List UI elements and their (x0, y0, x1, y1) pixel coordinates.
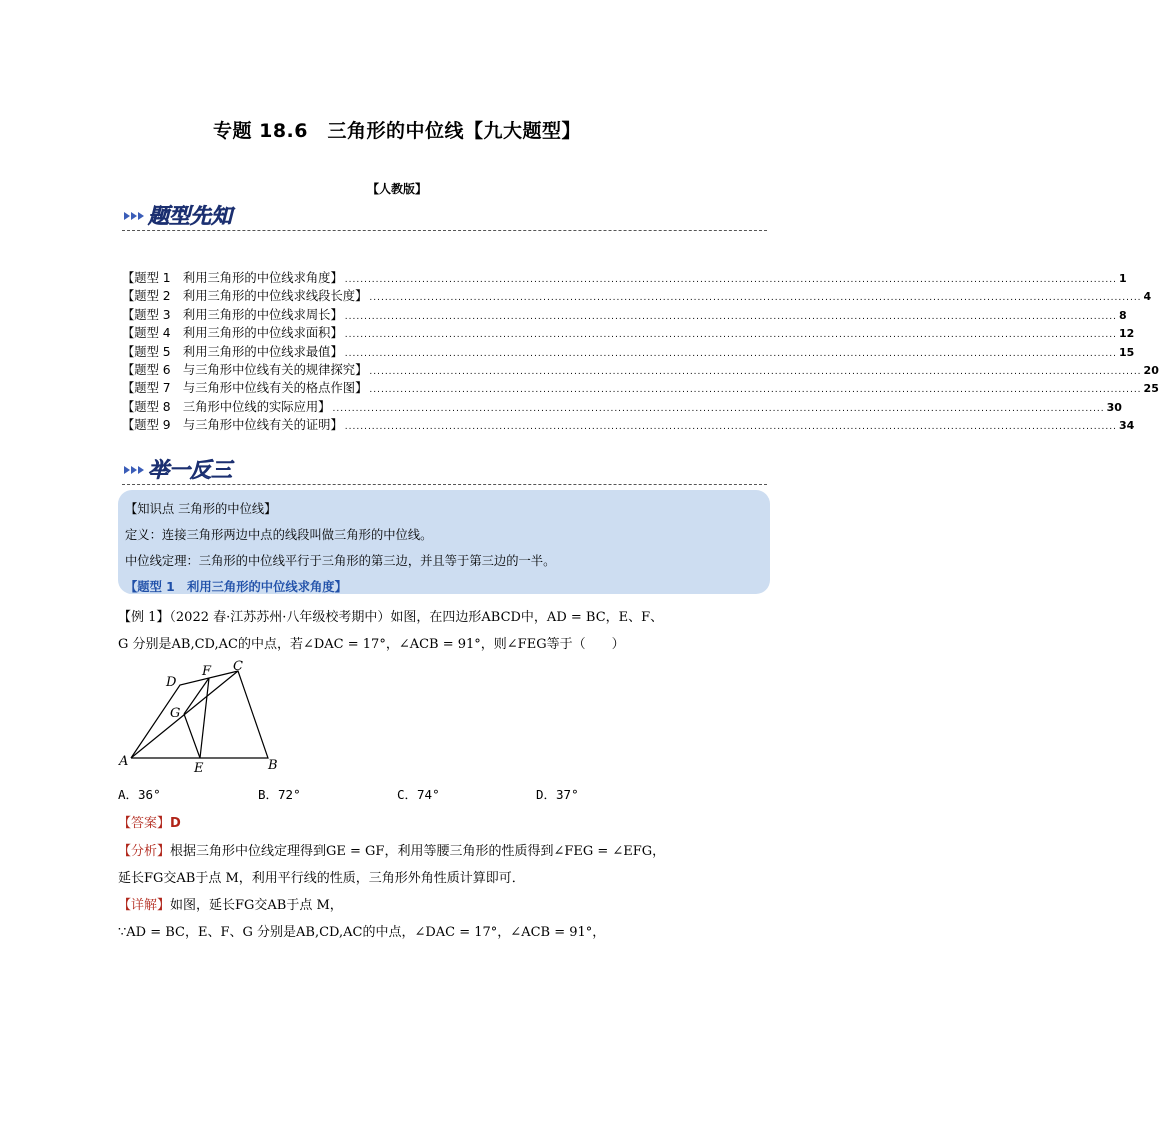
toc-leader-dots: ........................................................................................................................................................................................................ (369, 385, 1142, 396)
analysis-label: 【分析】 (118, 844, 171, 859)
banner-title: 举一反三 (148, 458, 232, 482)
toc-page-number: 8 (1118, 308, 1127, 322)
segment-ge (184, 714, 200, 758)
toc-entry-label: 【题型 8 三角形中位线的实际应用】 (122, 399, 331, 414)
toc-entry[interactable] (122, 342, 1135, 360)
knowledge-heading: 【知识点 三角形的中位线】 (125, 502, 277, 516)
example-line-1: 【例 1】（2022 春·江苏苏州·八年级校考期中）如图，在四边形ABCD中，AD = BC，E、F、 (118, 610, 664, 625)
toc-page-number: 34 (1118, 419, 1135, 433)
analysis-line-2: 延长FG交AB于点 M，利用平行线的性质，三角形外角性质计算即可． (118, 871, 525, 886)
knowledge-definition: 定义：连接三角形两边中点的线段叫做三角形的中位线。 (125, 528, 433, 542)
label-g: G (170, 706, 181, 721)
toc-leader-dots: ........................................................................................................................................................................................................ (369, 366, 1142, 377)
detail-line-1 (118, 894, 343, 913)
quadrilateral-abcd (131, 671, 268, 758)
toc-entry[interactable] (122, 323, 1135, 341)
label-a: A (119, 754, 129, 769)
toc-entry[interactable] (122, 305, 1127, 323)
toc-entry-label: 【题型 7 与三角形中位线有关的格点作图】 (122, 381, 368, 396)
toc-leader-dots: ........................................................................................................................................................................................................ (344, 422, 1117, 433)
label-c: C (233, 659, 243, 674)
toc-entry-label: 【题型 4 利用三角形的中位线求面积】 (122, 326, 343, 341)
knowledge-theorem: 中位线定理：三角形的中位线平行于三角形的第三边，并且等于第三边的一半。 (125, 554, 556, 568)
toc-entry-label: 【题型 3 利用三角形的中位线求周长】 (122, 307, 343, 322)
geometry-figure (118, 655, 298, 779)
toc-page-number: 25 (1143, 382, 1159, 396)
toc-page-number: 15 (1118, 345, 1135, 359)
banner-arrows-icon (122, 198, 322, 234)
toc-entry-label: 【题型 5 利用三角形的中位线求最值】 (122, 344, 343, 359)
choice-b: B．72° (258, 787, 301, 802)
page-title: 专题 18.6 三角形的中位线【九大题型】 (213, 120, 581, 142)
toc-entry[interactable] (122, 397, 1122, 415)
choice-d: D．37° (536, 787, 579, 802)
toc-leader-dots: ........................................................................................................................................................................................................ (369, 293, 1142, 304)
edition-label: 【人教版】 (366, 182, 427, 196)
analysis-text-1: 根据三角形中位线定理得到GE = GF，利用等腰三角形的性质得到∠FEG = ∠EFG， (170, 844, 666, 859)
toc-leader-dots: ........................................................................................................................................................................................................ (344, 330, 1117, 341)
label-f: F (202, 664, 212, 679)
toc-leader-dots: ........................................................................................................................................................................................................ (344, 275, 1117, 285)
knowledge-box (118, 490, 770, 594)
toc-leader-dots: ........................................................................................................................................................................................................ (332, 403, 1105, 414)
toc-entry[interactable] (122, 360, 1159, 378)
answer-value: D (170, 816, 181, 831)
banner-arrows-icon (122, 452, 322, 488)
example-line-2: G 分别是AB,CD,AC的中点，若∠DAC = 17°，∠ACB = 91°，则∠FEG等于（ ） (118, 637, 625, 652)
dashed-divider (122, 484, 767, 485)
label-b: B (268, 758, 278, 773)
toc-leader-dots: ........................................................................................................................................................................................................ (344, 311, 1117, 322)
detail-line-2: ∵AD = BC，E、F、G 分别是AB,CD,AC的中点，∠DAC = 17°，∠ACB = 91°， (118, 925, 606, 940)
toc-entry-label: 【题型 6 与三角形中位线有关的规律探究】 (122, 362, 368, 377)
choice-c: C．74° (397, 787, 440, 802)
dashed-divider (122, 230, 767, 231)
label-d: D (166, 675, 177, 690)
toc-entry-label: 【题型 9 与三角形中位线有关的证明】 (122, 418, 343, 433)
detail-text-1: 如图，延长FG交AB于点 M， (170, 898, 343, 913)
toc-entry-label: 【题型 2 利用三角形的中位线求线段长度】 (122, 289, 368, 304)
detail-label: 【详解】 (118, 898, 171, 913)
toc-page-number: 12 (1118, 327, 1135, 341)
toc-entry[interactable] (122, 415, 1135, 433)
section-banner-examples (122, 452, 322, 488)
toc-entry[interactable] (122, 268, 1127, 286)
toc-page-number: 30 (1106, 400, 1122, 414)
toc-entry[interactable] (122, 378, 1159, 396)
label-e: E (194, 761, 204, 776)
toc-entry[interactable] (122, 286, 1152, 304)
banner-title: 题型先知 (148, 204, 232, 228)
type-heading: 【题型 1 利用三角形的中位线求角度】 (125, 580, 347, 594)
analysis-line-1 (118, 840, 665, 859)
answer-label: 【答案】 (118, 816, 171, 831)
section-banner-preview (122, 198, 322, 234)
toc-entry-label: 【题型 1 利用三角形的中位线求角度】 (122, 271, 343, 285)
toc-page-number: 20 (1143, 363, 1159, 377)
toc-page-number: 1 (1118, 272, 1127, 285)
toc-page-number: 4 (1143, 290, 1152, 304)
choice-a: A．36° (118, 787, 161, 802)
answer-line (118, 812, 181, 831)
table-of-contents (122, 268, 1159, 434)
toc-leader-dots: ........................................................................................................................................................................................................ (344, 348, 1117, 359)
